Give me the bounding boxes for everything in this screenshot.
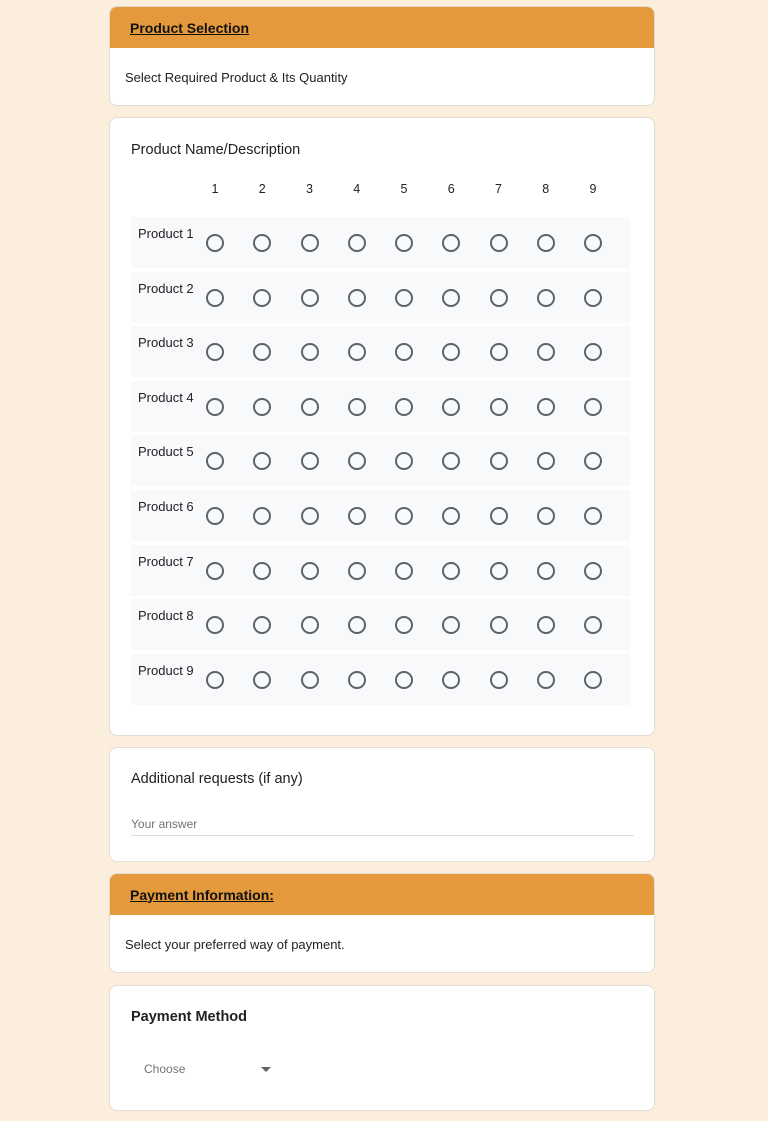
payment-method-card bbox=[109, 985, 655, 1111]
grid-row bbox=[131, 490, 630, 541]
product-section-card bbox=[109, 6, 655, 106]
quantity-radio[interactable] bbox=[395, 616, 413, 634]
quantity-radio[interactable] bbox=[537, 671, 555, 689]
quantity-radio[interactable] bbox=[584, 398, 602, 416]
quantity-radio[interactable] bbox=[348, 289, 366, 307]
dropdown-caret-icon bbox=[261, 1067, 271, 1072]
additional-requests-title: Additional requests (if any) bbox=[131, 771, 303, 787]
column-header: 5 bbox=[400, 182, 408, 196]
quantity-radio[interactable] bbox=[395, 289, 413, 307]
payment-section-title: Payment Information: bbox=[130, 886, 274, 903]
quantity-radio[interactable] bbox=[253, 234, 271, 252]
payment-section-description: Select your preferred way of payment. bbox=[125, 937, 345, 952]
grid-row bbox=[131, 326, 630, 377]
quantity-radio[interactable] bbox=[442, 398, 460, 416]
quantity-radio[interactable] bbox=[442, 452, 460, 470]
quantity-radio[interactable] bbox=[206, 234, 224, 252]
quantity-radio[interactable] bbox=[206, 671, 224, 689]
quantity-radio[interactable] bbox=[537, 343, 555, 361]
quantity-radio[interactable] bbox=[253, 343, 271, 361]
quantity-radio[interactable] bbox=[301, 452, 319, 470]
quantity-radio[interactable] bbox=[584, 343, 602, 361]
quantity-radio[interactable] bbox=[584, 507, 602, 525]
quantity-radio[interactable] bbox=[537, 616, 555, 634]
column-header: 3 bbox=[306, 182, 313, 196]
quantity-radio[interactable] bbox=[442, 671, 460, 689]
product-section-title: Product Selection bbox=[130, 19, 250, 36]
quantity-radio[interactable] bbox=[348, 671, 366, 689]
payment-section-card bbox=[109, 873, 655, 973]
quantity-radio[interactable] bbox=[584, 452, 602, 470]
quantity-radio[interactable] bbox=[301, 398, 319, 416]
row-label: Product 1 bbox=[138, 226, 194, 241]
payment-section-header bbox=[110, 874, 654, 915]
quantity-radio[interactable] bbox=[584, 289, 602, 307]
column-header: 4 bbox=[353, 182, 361, 196]
quantity-radio[interactable] bbox=[537, 398, 555, 416]
quantity-radio[interactable] bbox=[537, 234, 555, 252]
quantity-radio[interactable] bbox=[442, 343, 460, 361]
quantity-radio[interactable] bbox=[348, 452, 366, 470]
product-grid-card bbox=[109, 117, 655, 736]
quantity-radio[interactable] bbox=[348, 562, 366, 580]
column-header: 7 bbox=[495, 182, 502, 196]
row-label: Product 3 bbox=[138, 335, 194, 351]
grid-row bbox=[131, 545, 630, 596]
quantity-radio[interactable] bbox=[206, 398, 224, 416]
quantity-radio[interactable] bbox=[253, 452, 271, 470]
quantity-radio[interactable] bbox=[301, 343, 319, 361]
payment-method-selected: Choose bbox=[144, 1062, 186, 1076]
row-label: Product 9 bbox=[138, 662, 194, 678]
quantity-radio[interactable] bbox=[490, 671, 508, 689]
quantity-radio[interactable] bbox=[348, 343, 366, 361]
quantity-radio[interactable] bbox=[442, 562, 460, 580]
quantity-radio[interactable] bbox=[348, 616, 366, 634]
quantity-radio[interactable] bbox=[206, 289, 224, 307]
quantity-radio[interactable] bbox=[206, 562, 224, 580]
quantity-radio[interactable] bbox=[442, 507, 460, 525]
grid-row bbox=[131, 599, 630, 650]
quantity-radio[interactable] bbox=[206, 507, 224, 525]
quantity-radio[interactable] bbox=[490, 562, 508, 580]
quantity-radio[interactable] bbox=[537, 452, 555, 470]
column-header: 1 bbox=[211, 182, 219, 196]
quantity-radio[interactable] bbox=[395, 234, 413, 252]
quantity-radio[interactable] bbox=[490, 452, 508, 470]
quantity-radio[interactable] bbox=[206, 452, 224, 470]
quantity-radio[interactable] bbox=[537, 507, 555, 525]
column-header: 6 bbox=[447, 182, 455, 196]
quantity-radio[interactable] bbox=[253, 289, 271, 307]
quantity-radio[interactable] bbox=[206, 616, 224, 634]
quantity-radio[interactable] bbox=[301, 234, 319, 252]
row-label: Product 7 bbox=[138, 553, 194, 569]
quantity-radio[interactable] bbox=[395, 452, 413, 470]
quantity-radio[interactable] bbox=[584, 671, 602, 689]
quantity-radio[interactable] bbox=[490, 234, 508, 252]
quantity-radio[interactable] bbox=[584, 616, 602, 634]
column-header: 9 bbox=[589, 182, 597, 196]
quantity-radio[interactable] bbox=[301, 507, 319, 525]
row-label: Product 5 bbox=[138, 444, 194, 460]
quantity-radio[interactable] bbox=[537, 289, 555, 307]
quantity-radio[interactable] bbox=[395, 398, 413, 416]
quantity-radio[interactable] bbox=[206, 343, 224, 361]
product-section-description: Select Required Product & Its Quantity bbox=[125, 70, 348, 85]
quantity-radio[interactable] bbox=[442, 234, 460, 252]
quantity-radio[interactable] bbox=[490, 507, 508, 525]
quantity-radio[interactable] bbox=[395, 562, 413, 580]
quantity-radio[interactable] bbox=[490, 616, 508, 634]
additional-requests-input[interactable]: Your answer bbox=[131, 817, 634, 836]
quantity-radio[interactable] bbox=[301, 616, 319, 634]
payment-method-dropdown[interactable] bbox=[131, 1054, 276, 1084]
quantity-radio[interactable] bbox=[537, 562, 555, 580]
quantity-radio[interactable] bbox=[490, 289, 508, 307]
column-header: 8 bbox=[542, 182, 550, 196]
grid-row bbox=[131, 435, 630, 486]
quantity-radio[interactable] bbox=[348, 398, 366, 416]
quantity-radio[interactable] bbox=[253, 562, 271, 580]
product-quantity-grid bbox=[131, 182, 630, 712]
quantity-radio[interactable] bbox=[301, 562, 319, 580]
quantity-radio[interactable] bbox=[253, 398, 271, 416]
payment-method-title: Payment Method bbox=[131, 1009, 248, 1025]
quantity-radio[interactable] bbox=[253, 616, 271, 634]
grid-row bbox=[131, 381, 630, 432]
column-header: 2 bbox=[258, 182, 266, 196]
quantity-radio[interactable] bbox=[395, 507, 413, 525]
row-label: Product 6 bbox=[138, 499, 194, 514]
quantity-radio[interactable] bbox=[348, 234, 366, 252]
quantity-radio[interactable] bbox=[584, 562, 602, 580]
quantity-radio[interactable] bbox=[490, 398, 508, 416]
quantity-radio[interactable] bbox=[442, 616, 460, 634]
quantity-radio[interactable] bbox=[442, 289, 460, 307]
quantity-radio[interactable] bbox=[301, 289, 319, 307]
quantity-radio[interactable] bbox=[301, 671, 319, 689]
quantity-radio[interactable] bbox=[395, 671, 413, 689]
row-label: Product 8 bbox=[138, 608, 194, 624]
grid-row bbox=[131, 654, 630, 705]
quantity-radio[interactable] bbox=[395, 343, 413, 361]
product-grid-title: Product Name/Description bbox=[131, 142, 301, 158]
quantity-radio[interactable] bbox=[348, 507, 366, 525]
product-section-header bbox=[110, 7, 654, 48]
quantity-radio[interactable] bbox=[253, 671, 271, 689]
quantity-radio[interactable] bbox=[253, 507, 271, 525]
additional-requests-card bbox=[109, 747, 655, 862]
quantity-radio[interactable] bbox=[584, 234, 602, 252]
grid-row bbox=[131, 217, 630, 268]
grid-row bbox=[131, 272, 630, 323]
row-label: Product 2 bbox=[138, 280, 194, 296]
quantity-radio[interactable] bbox=[490, 343, 508, 361]
row-label: Product 4 bbox=[138, 389, 194, 405]
